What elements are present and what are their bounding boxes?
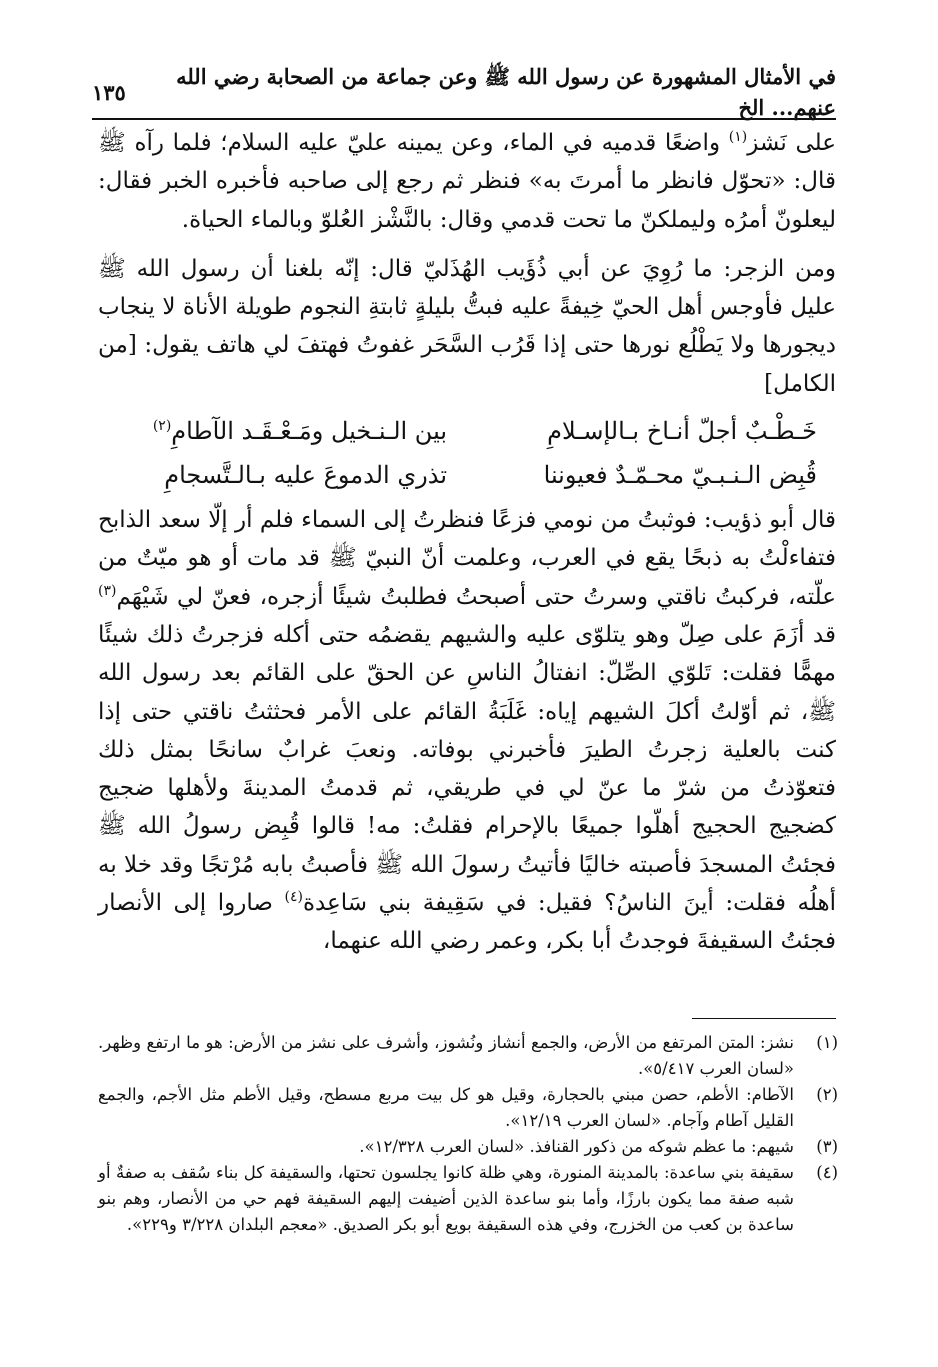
running-header <box>92 64 836 120</box>
footnote-text: سقيفة بني ساعدة: بالمدينة المنورة، وهي ظلة كانوا يجلسون تحتها، والسقيفة كل بناء سُقف به صفةٌ أو شبه صفة مما يكون بارزًا، وأما بنو ساعدة الذين أضيفت إليهم السقيفة فهم حي من الأنصار، وهم بنو ساعدة بن كعب من الخزرج، وفي هذه السقيفة بويع أبو بكر الصديق. «معجم البلدان ٣/٢٢٨ و٢٢٩». <box>98 1163 794 1234</box>
paragraph-1 <box>98 124 836 239</box>
footnote-text: الآطام: الأطم، حصن مبني بالحجارة، وقيل هو كل بيت مربع مسطح، وقيل الأطم مثل الأجم، والجمع القليل آطام وآجام. «لسان العرب ١٢/١٩». <box>98 1085 794 1130</box>
main-text <box>98 124 836 961</box>
footnote-ref-4: (٤) <box>284 889 303 906</box>
header-title: في الأمثال المشهورة عن رسول الله ﷺ وعن جماعة من الصحابة رضي الله عنهم... الخ <box>176 64 836 120</box>
header-divider <box>92 118 836 120</box>
paragraph-3 <box>98 501 836 961</box>
footnote-2 <box>98 1082 838 1134</box>
footnote-1 <box>98 1030 838 1082</box>
footnote-number: (٣) <box>816 1137 838 1156</box>
verse-line-1 <box>98 409 836 453</box>
footnote-text: شيهم: ما عظم شوكه من ذكور القنافذ. «لسان العرب ١٢/٣٢٨». <box>359 1137 794 1156</box>
verse-2-first-hemistich: قُبِض الـنـبـيّ محـمّـدٌ فعيوننا <box>543 460 817 489</box>
footnote-number: (١) <box>816 1033 838 1052</box>
footnotes <box>98 1030 838 1238</box>
paragraph-1-end: واضعًا قدميه في الماء، وعن يمينه عليّ عليه السلام؛ فلما رآه ﷺ قال: «تحوّل فانظر ما أمرتَ به» فنظر ثم رجع إلى صاحبه فأخبره الخبر فقال: ليعلونّ أمرُه وليملكنّ ما تحت قدمي وقال: بالنَّشْز العُلوّ وبالماء الحياة. <box>98 130 836 233</box>
footnote-ref-1: (١) <box>728 129 748 145</box>
footnote-ref-3: (٣) <box>98 582 117 599</box>
paragraph-2: ومن الزجر: ما رُوِيَ عن أبي ذُؤَيب الهُذَليّ قال: إنّه بلغنا أن رسول الله ﷺ عليل فأوجس أهل الحيّ خِيفةً عليه فبتُّ بليلةٍ ثابتةِ النجوم طويلة الأناة لا ينجاب ديجورها ولا يَطْلُع نورها حتى إذا قَرُب السَّحَر غفوتُ فهتفَ لي هاتف يقول: [من الكامل] <box>98 255 836 397</box>
footnote-4 <box>98 1160 838 1238</box>
paragraph-1-start: على نَشز <box>747 130 836 156</box>
page-number: ١٣٥ <box>92 79 126 105</box>
paragraph-3-part-a: قال أبو ذؤيب: فوثبتُ من نومي فزعًا فنظرتُ إلى السماء فلم أر إلّا سعد الذابح فتفاءلْتُ به ذبحًا يقع في العرب، وعلمت أنّ النبيّ ﷺ قد مات أو هو ميّتٌ من علّته، فركبتُ ناقتي وسرتُ حتى أصبحتُ فطلبتُ شيئًا أزجره، فعنّ لي شَيْهَم <box>98 507 836 610</box>
paragraph-3-part-c: صاروا إلى الأنصار فجئتُ السقيفةَ فوجدتُ أبا بكر، وعمر رضي الله عنهما، <box>98 890 836 955</box>
verse-1-second-text: بين الـنـخيل ومَـعْـقَـد الآطامِ <box>171 416 447 445</box>
footnote-text: نشز: المتن المرتفع من الأرض، والجمع أنشاز ونُشوز، وأشرف على نشز من الأرض: هو ما ارتفع وظهر. «لسان العرب ٥/٤١٧». <box>98 1033 794 1078</box>
footnote-3 <box>98 1134 838 1160</box>
footnote-divider <box>692 1018 836 1019</box>
footnote-number: (٤) <box>816 1163 838 1182</box>
verse-1-second-hemistich <box>117 412 447 450</box>
verse-line-2 <box>98 453 836 497</box>
verse-2-second-hemistich: تذري الدموعَ عليه بـالـتَّسجامِ <box>164 460 447 489</box>
verse-1-first-hemistich: خَـطْـبٌ أجلّ أنـاخ بـالإسـلامِ <box>547 416 817 445</box>
poem <box>98 409 836 497</box>
paragraph-3-part-b: قد أزَمَ على صِلّ وهو يتلوّى عليه والشيهم يقضمُه حتى أكله فزجرتُ ذلك شيئًا مهمًّا فقلت: تَلوّي الصِّلّ: انفتالُ الناسِ عن الحقّ على القائم بعد رسول الله ﷺ، ثم أوّلتُ أكلَ الشيهم إياه: غَلَبَةُ القائم على الأمر فحثثتُ ناقتي حتى إذا كنت بالعلية زجرتُ الطيرَ فأخبرني بوفاته. ونعبَ غرابٌ سانحًا بمثل ذلك فتعوّذتُ من شرّ ما عنّ لي في طريقي، ثم قدمتُ المدينةَ ولأهلها ضجيج كضجيج الحجيج أهلّوا جميعًا بالإحرام فقلتُ: مه! قالوا قُبِض رسولُ الله ﷺ فجئتُ المسجدَ فأصبته خاليًا فأتيتُ رسولَ الله ﷺ فأصبتُ بابه مُرْتجًا وقد خلا به أهلُه فقلت: أينَ الناسُ؟ فقيل: في سَقِيفة بني سَاعِدة <box>98 621 836 917</box>
footnote-ref-2: (٢) <box>152 417 172 434</box>
footnote-number: (٢) <box>816 1085 838 1104</box>
